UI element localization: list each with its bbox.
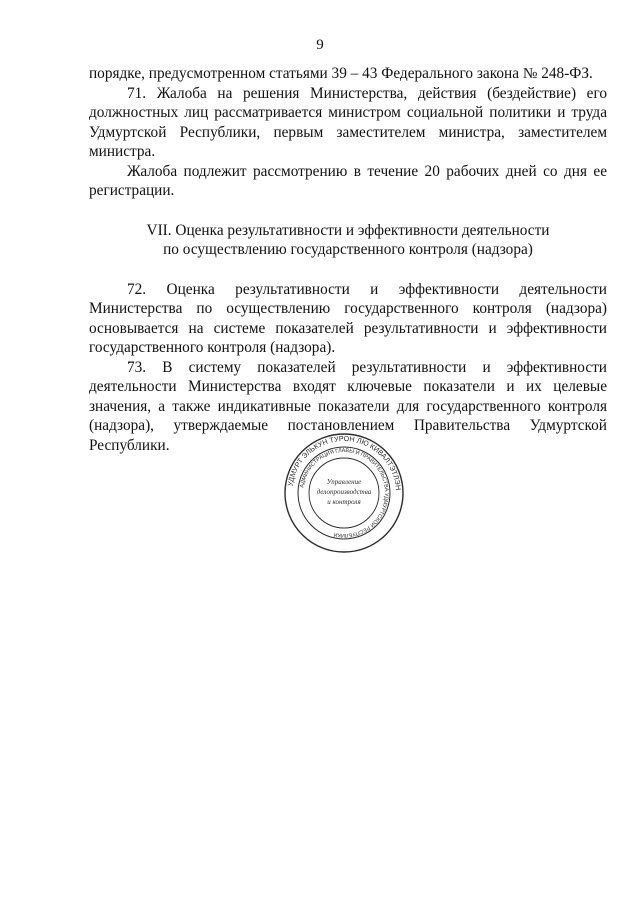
section-heading-line-1: VII. Оценка результативности и эффективности деятельности — [146, 221, 550, 239]
document-body — [89, 64, 607, 455]
paragraph-72: 72. Оценка результативности и эффективности деятельности Министерства по осуществлению государственного контроля (надзора) основывается на системе показателей результативности и эффективности государственного контроля (надзора). — [89, 280, 607, 356]
spacer — [89, 201, 607, 221]
page-number: 9 — [316, 37, 324, 53]
paragraph-71-term: Жалоба подлежит рассмотрению в течение 20 рабочих дней со дня ее регистрации. — [89, 162, 607, 199]
stamp-center-line-2: делопроизводства — [316, 488, 372, 496]
stamp-inner-text: АДМИНИСТРАЦИЯ ГЛАВЫ И ПРАВИТЕЛЬСТВА УДМУРТСКОЙ РЕСПУБЛИКИ — [299, 447, 390, 539]
official-stamp — [283, 432, 405, 554]
paragraph-continuation: порядке, предусмотренном статьями 39 – 43 Федерального закона № 248-ФЗ. — [89, 65, 593, 82]
stamp-center-line-3: и контроля — [327, 498, 361, 506]
stamp-outer-text: УДМУРТ ЭЛЬКУН ТУРОН ЛЮ КИВАЛТЭТЛЭН — [285, 433, 403, 491]
paragraph-73: 73. В систему показателей результативности и эффективности деятельности Министерства входят ключевые показатели и их целевые значения, а также индикативные показатели для государственного контроля (надзора), утверждаемые постановлением Правительства Удмуртской Республики. — [89, 358, 607, 454]
section-heading-line-2: по осуществлению государственного контроля (надзора) — [163, 241, 533, 258]
paragraph-71: 71. Жалоба на решения Министерства, действия (бездействие) его должностных лиц рассматривается министром социальной политики и труда Удмуртской Республики, первым заместителем министра, заместителем министра. — [89, 84, 607, 160]
stamp-center-line-1: Управление — [326, 478, 362, 486]
spacer — [89, 260, 607, 280]
